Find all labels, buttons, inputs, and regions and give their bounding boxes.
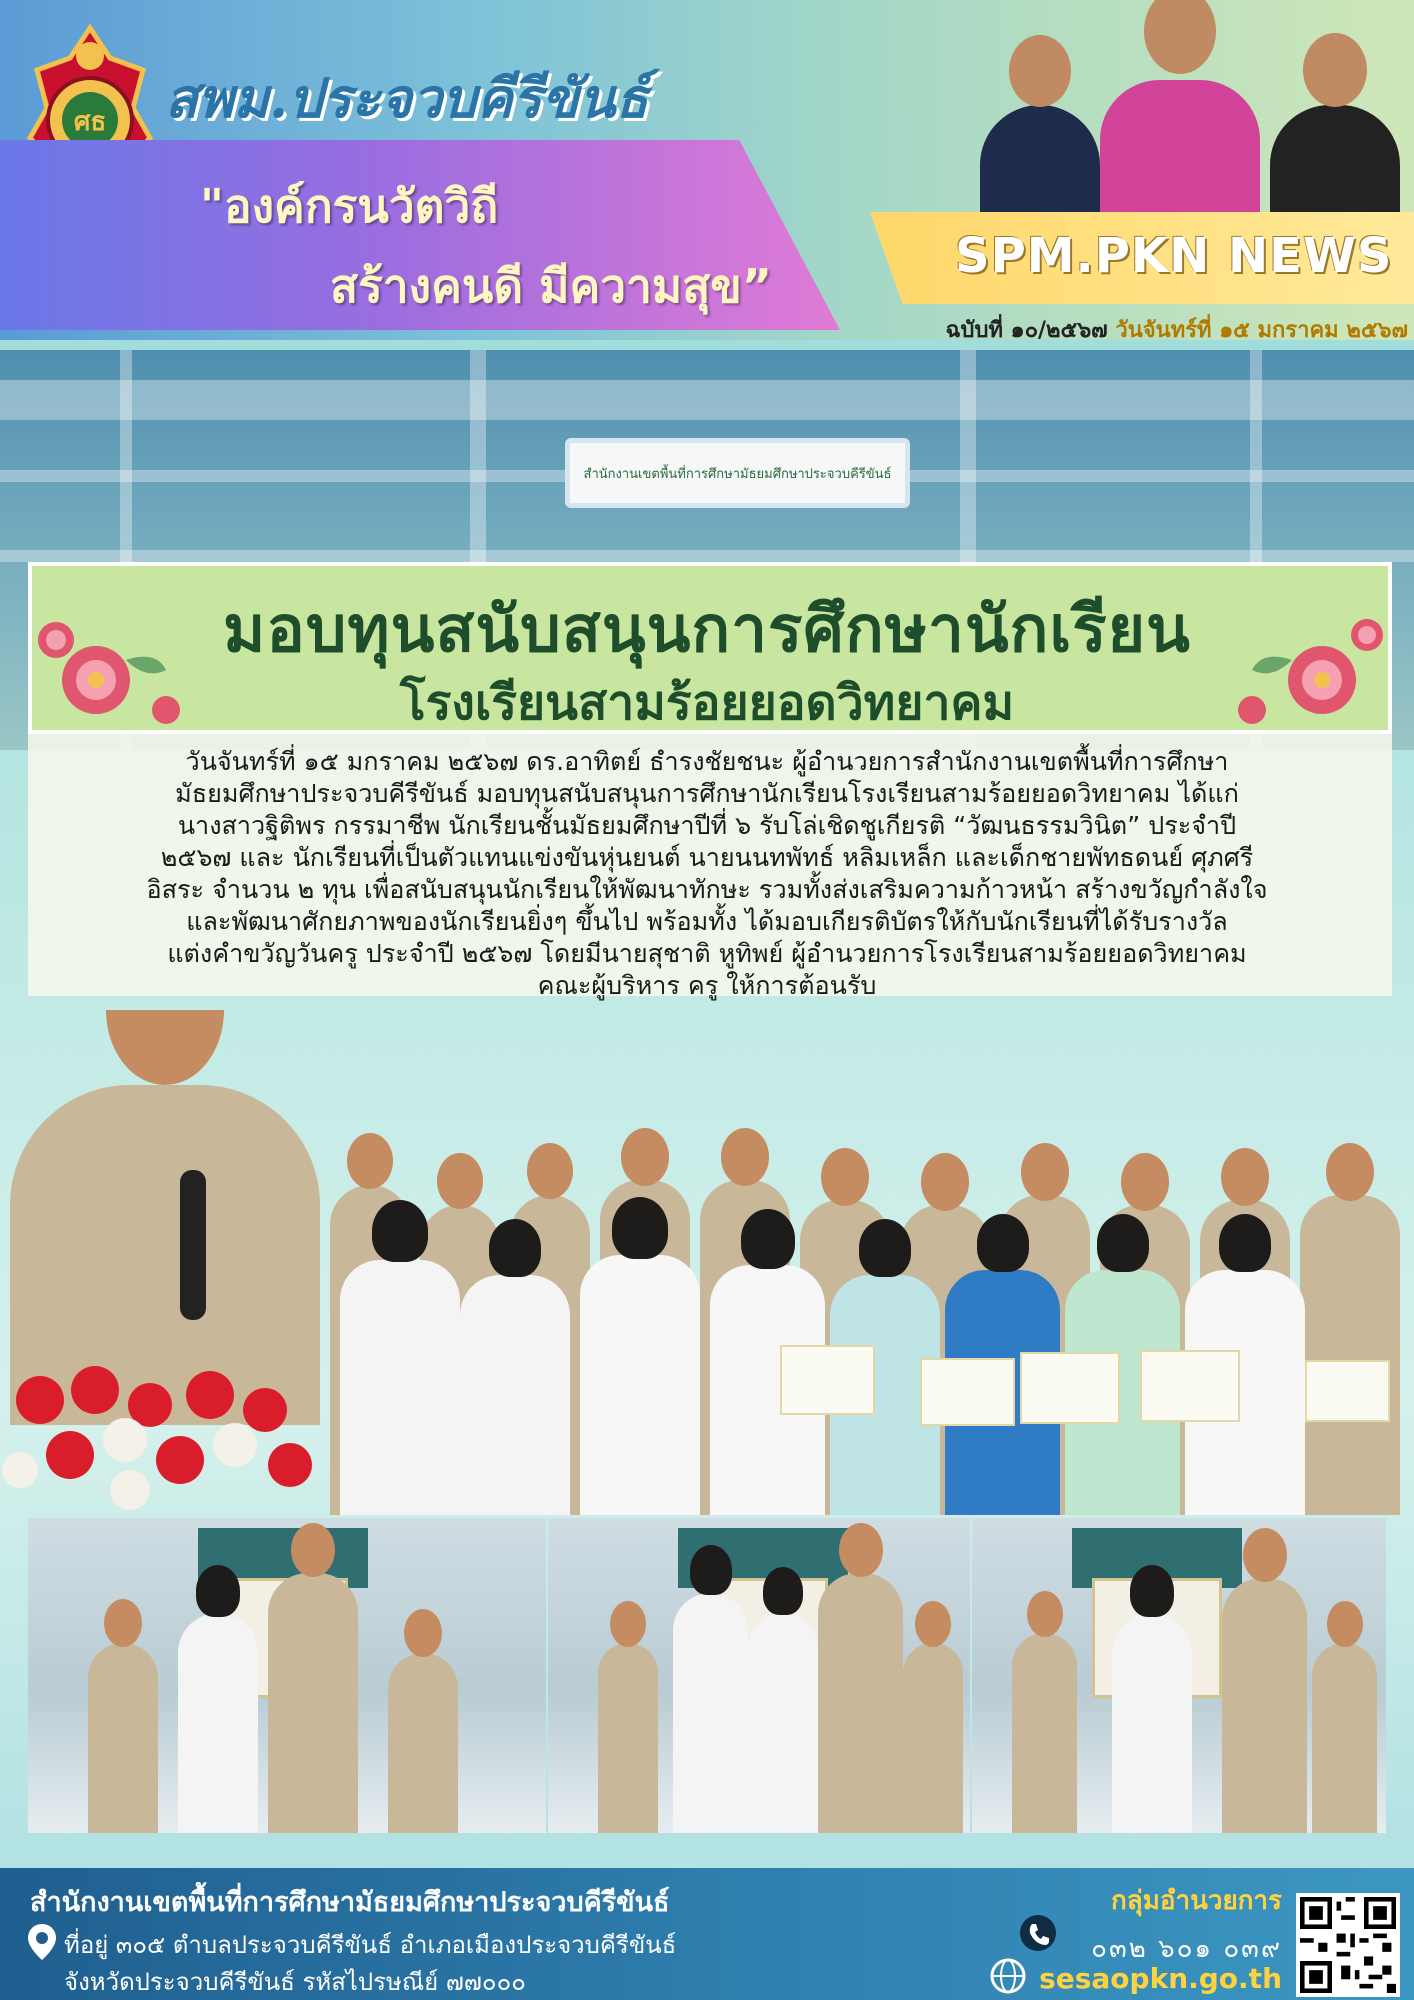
body-line: แต่งคำขวัญวันครู ประจำปี ๒๕๖๗ โดยมีนายสุชาติ หูทิพย์ ผู้อำนวยการโรงเรียนสามร้อยยอดวิทยาคม (167, 939, 1247, 968)
body-line: มัธยมศึกษาประจวบคีรีขันธ์ มอบทุนสนับสนุนการศึกษานักเรียนโรงเรียนสามร้อยยอดวิทยาคม ได้แก่ (175, 779, 1239, 808)
footer-group: กลุ่มอำนวยการ (1111, 1886, 1282, 1916)
building-sign: สำนักงานเขตพื้นที่การศึกษามัธยมศึกษาประจวบคีรีขันธ์ (565, 438, 910, 508)
article-title: มอบทุนสนับสนุนการศึกษานักเรียน (223, 593, 1191, 667)
footer-website[interactable]: sesaopkn.go.th (1039, 1962, 1282, 1995)
slogan-line2: สร้างคนดี มีความสุข” (330, 259, 773, 313)
strip-photo-3 (972, 1518, 1386, 1833)
pin-icon (28, 1924, 56, 1960)
ceremony-photo (0, 1010, 1414, 1515)
body-line: อิสระ จำนวน ๒ ทุน เพื่อสนับสนุนนักเรียนให้พัฒนาทักษะ รวมทั้งส่งเสริมความก้าวหน้า สร้างขวัญกำลังใจ (146, 875, 1268, 904)
brand-title: สพม.ประจวบคีรีขันธ์ (165, 66, 649, 130)
footer-phone[interactable]: ๐๓๒ ๖๐๑ ๐๓๙ (1091, 1934, 1282, 1964)
body-line: ๒๕๖๗ และ นักเรียนที่เป็นตัวแทนแข่งขันหุ่นยนต์ นายนนทพัทธ์ หลิมเหล็ก และเด็กชายพัทธดนย์ ศุภศรี (160, 843, 1254, 872)
microphone-icon (180, 1170, 206, 1320)
issue-number: ฉบับที่ ๑๐/๒๕๖๗ (945, 317, 1108, 343)
issue-date: วันจันทร์ที่ ๑๕ มกราคม ๒๕๖๗ (1115, 317, 1408, 343)
article-body (40, 746, 1374, 1002)
executive-portraits (970, 40, 1410, 215)
globe-icon (990, 1958, 1026, 1994)
portrait-2 (1100, 80, 1260, 215)
portrait-3 (1270, 105, 1400, 215)
slogan-line1: "องค์กรนวัตวิถี (200, 179, 499, 233)
strip-photo-2 (548, 1518, 970, 1833)
portrait-1 (980, 105, 1100, 215)
news-title: SPM.PKN NEWS (955, 228, 1393, 284)
svg-text:ศธ: ศธ (73, 107, 107, 137)
footer-address-line2: จังหวัดประจวบคีรีขันธ์ รหัสไปรษณีย์ ๗๗๐๐๐ (64, 1968, 526, 1996)
footer-org: สำนักงานเขตพื้นที่การศึกษามัธยมศึกษาประจวบคีรีขันธ์ (30, 1887, 670, 1918)
body-line: และพัฒนาศักยภาพของนักเรียนยิ่งๆ ขึ้นไป พร้อมทั้ง ได้มอบเกียรติบัตรให้กับนักเรียนที่ได้รับรางวัล (186, 907, 1228, 936)
group-photo (330, 1090, 1414, 1515)
flower-bouquet (0, 1360, 340, 1515)
strip-photo-1 (28, 1518, 546, 1833)
qr-code[interactable] (1296, 1893, 1400, 1997)
article-subtitle: โรงเรียนสามร้อยยอดวิทยาคม (399, 675, 1015, 731)
body-line: วันจันทร์ที่ ๑๕ มกราคม ๒๕๖๗ ดร.อาทิตย์ ธำรงชัยชนะ ผู้อำนวยการสำนักงานเขตพื้นที่การศึกษา (185, 747, 1229, 776)
body-line: นางสาวฐิติพร กรรมาชีพ นักเรียนชั้นมัธยมศึกษาปีที่ ๖ รับโล่เชิดชูเกียรติ “วัฒนธรรมวินิต” ประจำปี (177, 811, 1237, 840)
body-line: คณะผู้บริหาร ครู ให้การต้อนรับ (537, 971, 877, 1000)
issue-line (946, 312, 1408, 347)
phone-icon (1020, 1915, 1056, 1951)
footer-address-line1: ที่อยู่ ๓๐๕ ตำบลประจวบคีรีขันธ์ อำเภอเมืองประจวบคีรีขันธ์ (64, 1931, 677, 1959)
